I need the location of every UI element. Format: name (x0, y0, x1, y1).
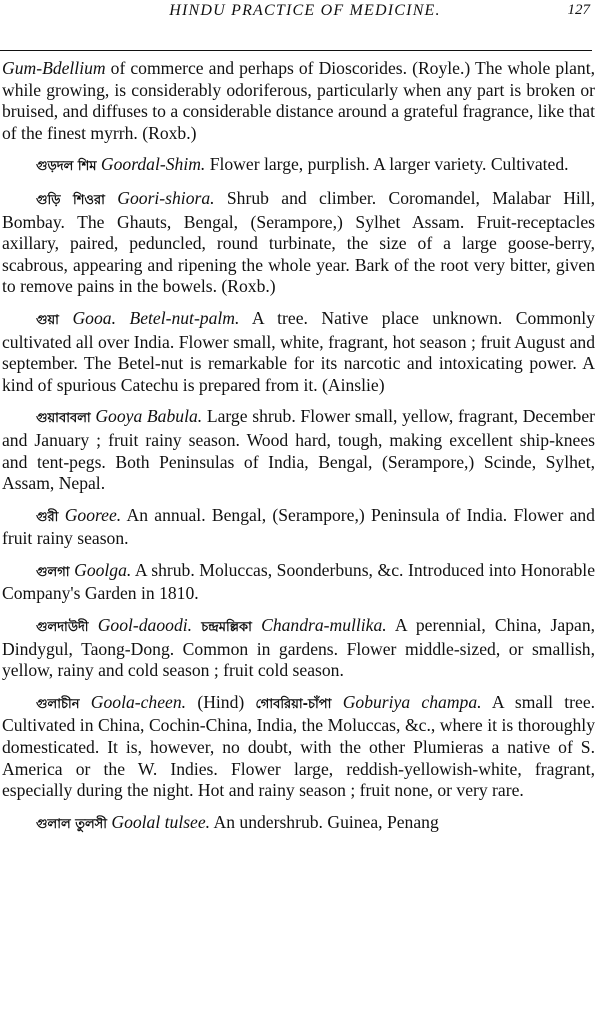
bengali-alt-name: চন্দ্রমল্লিকা (201, 620, 252, 636)
entry-gool-daoodi (2, 615, 595, 682)
entry-goolal-tulsee (2, 812, 595, 836)
running-title: HINDU PRACTICE OF MEDICINE. (169, 2, 441, 19)
entry-name: Goordal-Shim. (100, 154, 206, 175)
entry-goori-shiora (2, 188, 595, 298)
entry-name: Goori-shiora. (117, 187, 215, 208)
entry-name: Goolal tulsee. (111, 811, 211, 832)
entry-name: Gooa. Betel-nut-palm. (72, 307, 240, 328)
entry-goola-cheen (2, 692, 595, 802)
entry-text: An undershrub. Guinea, Penang (210, 811, 439, 832)
entry-text: Flower large, purplish. A larger variety. Cultivated. (205, 154, 569, 175)
entry-gum-bdellium (2, 58, 595, 144)
entry-gooya-babula (2, 406, 595, 494)
entry-goordal-shim (2, 154, 595, 178)
bengali-name: গুলাচীন (36, 696, 80, 712)
bengali-name: গুলাল তুলসী (36, 816, 107, 832)
running-head (0, 2, 600, 26)
entry-gooa (2, 308, 595, 396)
bengali-name: গুলগা (36, 564, 70, 580)
entry-name: Goola-cheen. (90, 691, 187, 712)
entry-name: Gooya Babula. (95, 406, 203, 427)
entry-text: Large shrub. Flower small, yellow, fragrant, December and January ; fruit rainy season. Wood hard, tough, making excellent ship-knees and tent-pegs. Both Peninsulas of India, Bengal, (Serampore,) Scinde, Sylhet, Assam, Nepal. (2, 406, 595, 494)
entry-text: A tree. Native place unknown. Commonly cultivated all over India. Flower small, white, fragrant, hot season ; fruit August and september. The Betel-nut is remarkable for its narcotic and intoxicating power. A kind of spurious Catechu is prepared from it. (Ainslie) (2, 307, 595, 395)
entry-name: Goolga. (74, 559, 132, 580)
entry-text: An annual. Bengal, (Serampore,) Peninsula of India. Flower and fruit rainy season. (2, 504, 595, 549)
entry-text: Shrub and climber. Coromandel, Malabar Hill, Bombay. The Ghauts, Bengal, (Serampore,) Sylhet Assam. Fruit-receptacles axillary, paired, peduncled, round turbinate, the size of a large goose-berry, scabrous, appearing and ripening the whole year. Bark of the root very bitter, given to remove pains in the bowels. (Roxb.) (2, 187, 595, 297)
entry-text: A perennial, China, Japan, Dindygul, Taong-Dong. Common in gardens. Flower middle-sized, or smallish, yellow, rainy and cold season ; fruit cold season. (2, 615, 596, 681)
bengali-name: গুয়াবাবলা (36, 411, 91, 427)
entry-gooree (2, 505, 595, 550)
page-number: 127 (567, 2, 590, 18)
entry-alt-name: Chandra-mullika. (261, 615, 387, 636)
entry-text: of commerce and perhaps of Dioscorides. (Royle.) The whole plant, while growing, is considerably odoriferous, particularly when any part is broken or bruised, and diffuses to a considerable distance around a grateful fragrance, like that of the finest myrrh. (Roxb.) (2, 58, 595, 143)
entry-text: A small tree. Cultivated in China, Cochin-China, India, the Moluccas, &c., where it is thoroughly domesticated. It is, however, no doubt, with the other Plumieras a native of S. America or the W. Indies. Flower large, reddish-yellowish-white, fragrant, especially during the night. Hot and rainy season ; fruit none, or very rare. (2, 691, 596, 801)
entry-alt-name: Goburiya champa. (342, 691, 482, 712)
bengali-name: গুড়ি শিওরা (36, 192, 105, 208)
bengali-alt-name: গোবরিয়া-চাঁপা (255, 696, 332, 712)
language-note: (Hind) (186, 691, 256, 712)
entry-name: Gum-Bdellium (2, 58, 106, 78)
bengali-name: গুলদাউদী (36, 620, 89, 636)
entry-name: Gooree. (64, 504, 122, 525)
entry-goolga (2, 560, 595, 605)
entry-text: A shrub. Moluccas, Soonderbuns, &c. Introduced into Honorable Company's Garden in 1810. (2, 559, 596, 604)
bengali-name: গুয়া (36, 312, 59, 328)
entry-name: Gool-daoodi. (97, 615, 193, 636)
bengali-name: গুড়দল শিম (36, 159, 97, 175)
header-rule (0, 50, 592, 51)
bengali-name: গুরী (36, 509, 59, 525)
body-text (2, 58, 595, 845)
